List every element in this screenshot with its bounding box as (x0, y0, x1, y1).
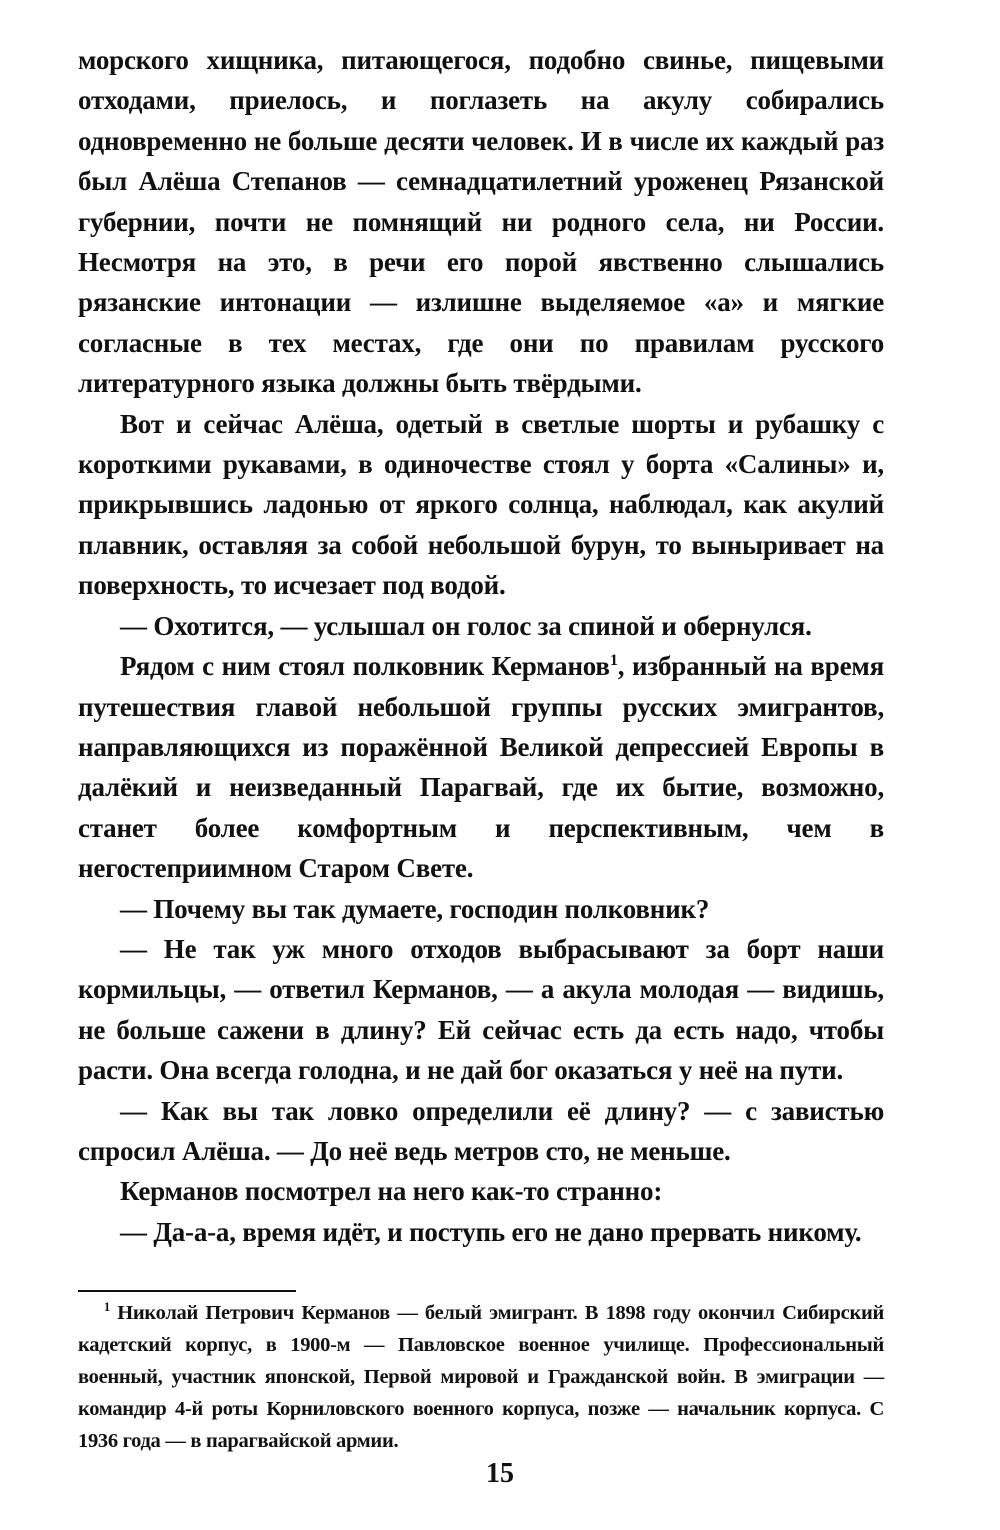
footnote-text: Николай Петрович Керманов — белый эмигрант. В 1898 году окончил Сибирский кадетский корпус, в 1900-м — Павловское военное училище. Профессиональный военный, участник японской, Первой мировой и Гражданской войн. В эмиграции — командир 4-й роты Корниловского военного корпуса, позже — начальник корпуса. С 1936 года — в парагвайской армии. (78, 1302, 884, 1452)
footnotes (78, 1297, 884, 1457)
footnote-reference-mark[interactable]: 1 (609, 651, 618, 670)
footnote-mark: 1 (104, 1300, 110, 1315)
footnote-divider (78, 1290, 296, 1292)
paragraph-with-footnote-reference (78, 646, 884, 888)
main-text (78, 40, 884, 1252)
paragraph-text: , избранный на время путешествия главой небольшой группы русских эмигрантов, направляющихся из поражённой Великой депрессией Европы в далёкий и неизведанный Парагвай, где их бытие, возможно, станет более комфортным и перспективным, чем в негостеприимном Старом Свете. (78, 651, 884, 884)
paragraph: Вот и сейчас Алёша, одетый в светлые шорты и рубашку с короткими рукавами, в одиночестве стоял у борта «Салины» и, прикрывшись ладонью от яркого солнца, наблюдал, как акулий плавник, оставляя за собой небольшой бурун, то выныривает на поверхность, то исчезает под водой. (78, 408, 884, 601)
paragraph: морского хищника, питающегося, подобно свинье, пищевыми отходами, приелось, и поглазеть на акулу собирались одновременно не больше десяти человек. И в числе их каждый раз был Алёша Степанов — семнадцатилетний уроженец Рязанской губернии, почти не помнящий ни родного села, ни России. Несмотря на это, в речи его порой явственно слышались рязанские интонации — излишне выделяемое «а» и мягкие согласные в тех местах, где они по правилам русского литературного языка должны быть твёрдыми. (78, 45, 884, 399)
paragraph: — Да-а-а, время идёт, и поступь его не дано прервать никому. (120, 1216, 862, 1247)
paragraph: — Не так уж много отходов выбрасывают за борт наши кормильцы, — ответил Керманов, — а акула молодая — видишь, не больше сажени в длину? Ей сейчас есть да есть надо, чтобы расти. Она всегда голодна, и не дай бог оказаться у неё на пути. (78, 933, 884, 1086)
paragraph: — Охотится, — услышал он голос за спиной и обернулся. (120, 610, 812, 641)
paragraph: Керманов посмотрел на него как-то странно: (120, 1176, 663, 1207)
paragraph: — Почему вы так думаете, господин полковник? (120, 893, 710, 924)
page-number: 15 (486, 1458, 514, 1489)
paragraph: — Как вы так ловко определили её длину? — с завистью спросил Алёша. — До неё ведь метров сто, не меньше. (78, 1095, 884, 1166)
footnote (78, 1297, 884, 1457)
paragraph-text: Рядом с ним стоял полковник Керманов (120, 651, 610, 682)
